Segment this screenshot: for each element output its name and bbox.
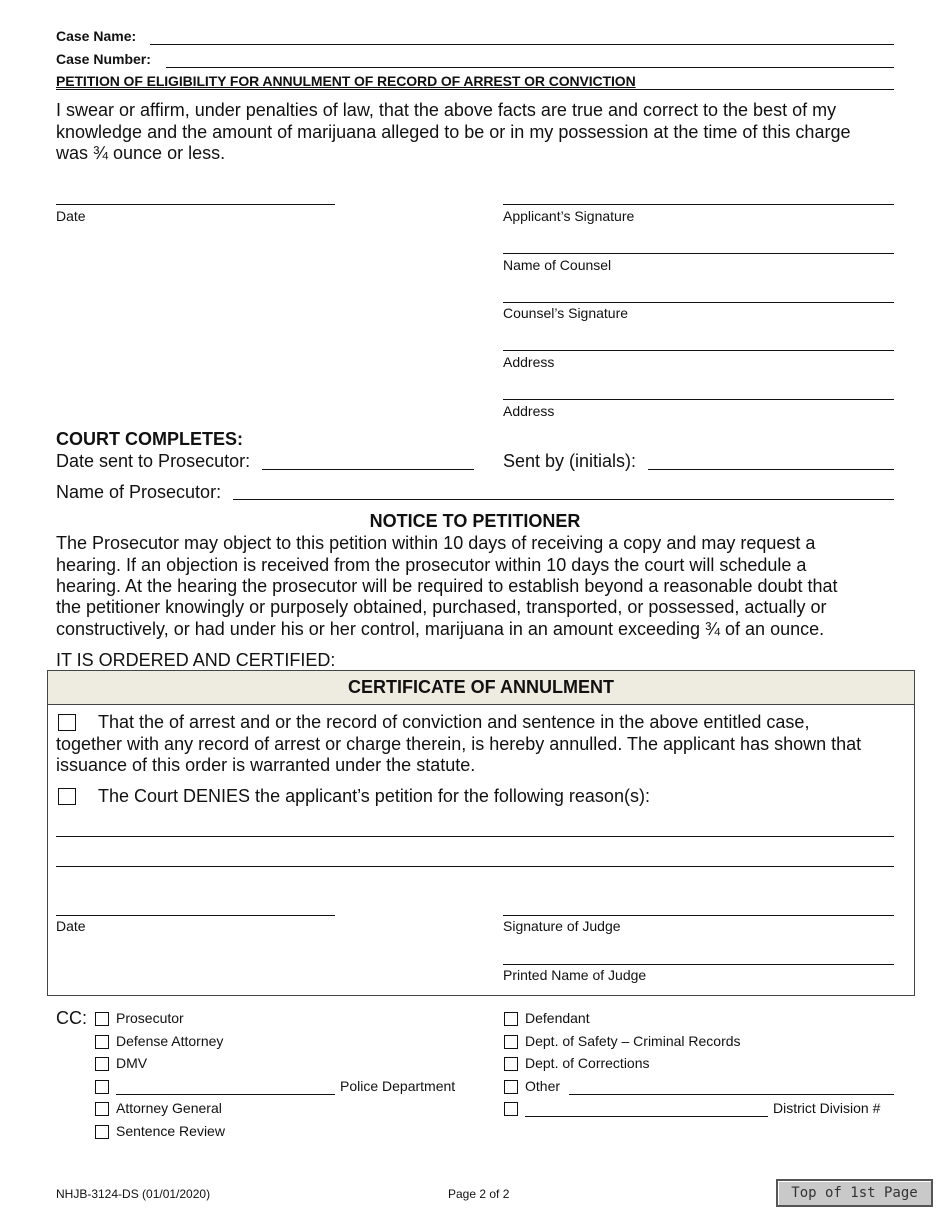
judge-printed-name-label: Printed Name of Judge	[503, 967, 647, 983]
counsel-name-field[interactable]	[503, 253, 894, 254]
sent-by-field[interactable]	[648, 469, 894, 470]
grant-line-2: together with any record of arrest or charge therein, is hereby annulled. The applicant has shown that	[56, 734, 862, 754]
date-field[interactable]	[56, 204, 335, 205]
cc-police-checkbox[interactable]	[95, 1080, 109, 1094]
notice-line-2: hearing. If an objection is received from the prosecutor within 10 days the court will schedule a	[56, 555, 807, 575]
cc-police-name-field[interactable]	[116, 1094, 335, 1095]
cc-other-checkbox[interactable]	[504, 1080, 518, 1094]
judge-date-label: Date	[56, 918, 86, 934]
cc-dept-corrections-checkbox[interactable]	[504, 1057, 518, 1071]
cc-other-label: Other	[525, 1078, 561, 1094]
cc-defendant-checkbox[interactable]	[504, 1012, 518, 1026]
address-field-1[interactable]	[503, 350, 894, 351]
cc-prosecutor-checkbox[interactable]	[95, 1012, 109, 1026]
address-field-2[interactable]	[503, 399, 894, 400]
case-name-label: Case Name:	[56, 28, 137, 44]
judge-signature-label: Signature of Judge	[503, 918, 621, 934]
ordered-label: IT IS ORDERED AND CERTIFIED:	[56, 650, 336, 670]
grant-line-3: issuance of this order is warranted under the statute.	[56, 755, 476, 775]
form-title: PETITION OF ELIGIBILITY FOR ANNULMENT OF RECORD OF ARREST OR CONVICTION	[56, 73, 636, 89]
address-label-2: Address	[503, 403, 555, 419]
notice-line-5: constructively, or had under his or her control, marijuana in an amount exceeding ¾ of an ounce.	[56, 619, 825, 639]
cc-defense-attorney-label: Defense Attorney	[116, 1033, 224, 1049]
notice-title: NOTICE TO PETITIONER	[369, 511, 581, 531]
counsel-signature-label: Counsel’s Signature	[503, 305, 629, 321]
applicant-signature-label: Applicant’s Signature	[503, 208, 635, 224]
deny-reason-line-2[interactable]	[56, 866, 894, 867]
deny-reason-line-1[interactable]	[56, 836, 894, 837]
affirmation-line-2: knowledge and the amount of marijuana alleged to be or in my possession at the time of this charge	[56, 122, 851, 142]
counsel-signature-field[interactable]	[503, 302, 894, 303]
case-name-field[interactable]	[150, 44, 894, 45]
case-number-label: Case Number:	[56, 51, 151, 67]
judge-signature-field[interactable]	[503, 915, 894, 916]
date-label: Date	[56, 208, 86, 224]
cc-other-field[interactable]	[569, 1094, 894, 1095]
cc-defense-attorney-checkbox[interactable]	[95, 1035, 109, 1049]
cc-attorney-general-checkbox[interactable]	[95, 1102, 109, 1116]
form-id: NHJB-3124-DS (01/01/2020)	[56, 1187, 211, 1201]
cc-dmv-checkbox[interactable]	[95, 1057, 109, 1071]
cc-sentence-review-checkbox[interactable]	[95, 1125, 109, 1139]
deny-text: The Court DENIES the applicant’s petition for the following reason(s):	[98, 786, 650, 806]
cc-district-checkbox[interactable]	[504, 1102, 518, 1116]
date-sent-label: Date sent to Prosecutor:	[56, 451, 251, 471]
cc-police-label: Police Department	[340, 1078, 456, 1094]
page-number: Page 2 of 2	[448, 1187, 510, 1201]
court-completes-heading: COURT COMPLETES:	[56, 429, 243, 449]
cc-district-name-field[interactable]	[525, 1116, 768, 1117]
cc-dmv-label: DMV	[116, 1055, 148, 1071]
title-rule	[56, 89, 894, 90]
notice-line-3: hearing. At the hearing the prosecutor will be required to establish beyond a reasonable doubt that	[56, 576, 838, 596]
certificate-title: CERTIFICATE OF ANNULMENT	[48, 671, 914, 705]
case-number-field[interactable]	[166, 67, 894, 68]
cc-district-label: District Division #	[773, 1100, 881, 1116]
address-label-1: Address	[503, 354, 555, 370]
counsel-name-label: Name of Counsel	[503, 257, 612, 273]
notice-line-1: The Prosecutor may object to this petition within 10 days of receiving a copy and may request a	[56, 533, 816, 553]
cc-dept-safety-checkbox[interactable]	[504, 1035, 518, 1049]
cc-label: CC:	[56, 1008, 87, 1028]
deny-checkbox[interactable]	[58, 788, 76, 805]
cc-defendant-label: Defendant	[525, 1010, 590, 1026]
grant-checkbox[interactable]	[58, 714, 76, 731]
cc-dept-safety-label: Dept. of Safety – Criminal Records	[525, 1033, 741, 1049]
affirmation-line-3: was ¾ ounce or less.	[56, 143, 226, 163]
cc-attorney-general-label: Attorney General	[116, 1100, 222, 1116]
cc-prosecutor-label: Prosecutor	[116, 1010, 184, 1026]
sent-by-label: Sent by (initials):	[503, 451, 637, 471]
notice-line-4: the petitioner knowingly or purposely obtained, purchased, transported, or possessed, actually or	[56, 597, 827, 617]
cc-dept-corrections-label: Dept. of Corrections	[525, 1055, 650, 1071]
applicant-signature-field[interactable]	[503, 204, 894, 205]
prosecutor-name-field[interactable]	[233, 499, 894, 500]
judge-date-field[interactable]	[56, 915, 335, 916]
grant-line-1: That the of arrest and or the record of conviction and sentence in the above entitled case,	[98, 712, 810, 732]
top-of-first-page-button[interactable]: Top of 1st Page	[776, 1179, 933, 1207]
cc-sentence-review-label: Sentence Review	[116, 1123, 225, 1139]
prosecutor-name-label: Name of Prosecutor:	[56, 482, 222, 502]
affirmation-line-1: I swear or affirm, under penalties of law, that the above facts are true and correct to the best of my	[56, 100, 837, 120]
judge-printed-name-field[interactable]	[503, 964, 894, 965]
date-sent-field[interactable]	[262, 469, 474, 470]
